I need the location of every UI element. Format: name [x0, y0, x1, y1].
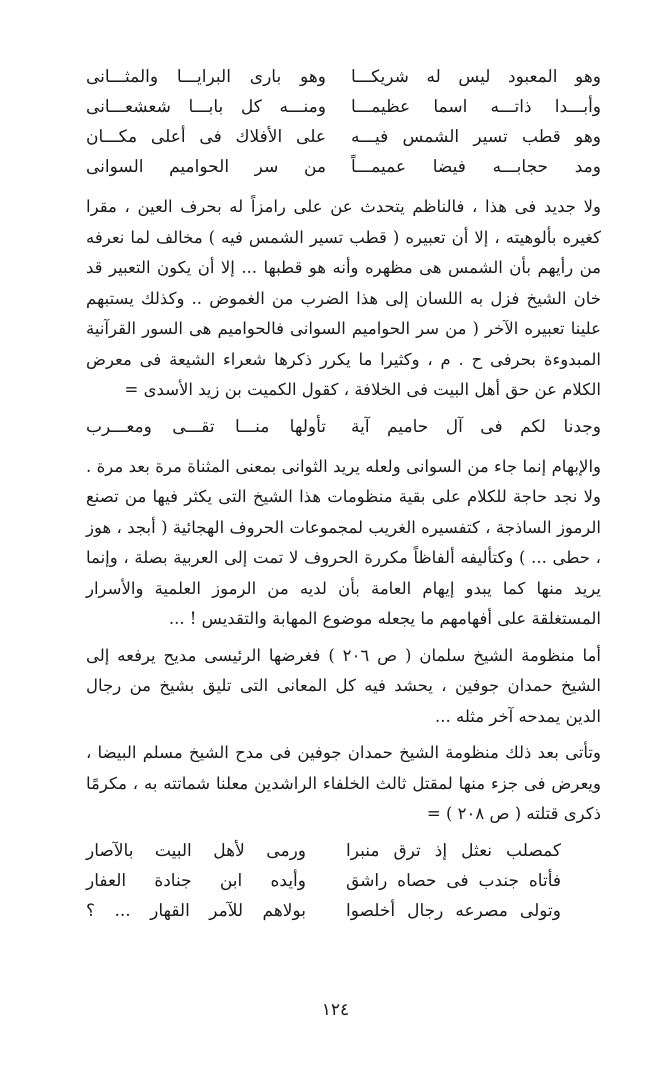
- closing-verses: [86, 836, 601, 926]
- verse-first-hemistich: كمصلب نعثل إذ ترق منبرا: [346, 840, 561, 861]
- verse-second-hemistich: على الأفلاك فى أعلى مكـــان: [86, 127, 326, 147]
- verse-first-hemistich: وجدنا لكم فى آل حاميم آية: [351, 416, 601, 437]
- verse-line: [86, 152, 601, 182]
- verse-second-hemistich: وهو بارى البرايـــا والمثـــانى: [86, 67, 326, 87]
- verse-second-hemistich: تأولها منـــا تقـــى ومعـــرب: [86, 416, 326, 437]
- verse-line: [86, 92, 601, 122]
- verse-line: [86, 62, 601, 92]
- verse-second-hemistich: بولاهم للآمر القهار ... ؟: [86, 900, 306, 921]
- verse-first-hemistich: وهو قطب تسير الشمس فيـــه: [351, 127, 601, 147]
- verse-line: [86, 896, 561, 926]
- verse-first-hemistich: وأبـــدا ذاتـــه اسما عظيمـــا: [351, 97, 601, 117]
- verse-second-hemistich: وأيده ابن جنادة العفار: [86, 870, 306, 891]
- kumayt-verse: [86, 412, 601, 442]
- verse-first-hemistich: ومد حجابـــه فيضا عميمـــاً: [351, 157, 601, 177]
- verse-first-hemistich: وتولى مصرعه رجال أخلصوا: [346, 900, 561, 921]
- opening-verses: [86, 62, 601, 182]
- body-paragraph: ولا جديد فى هذا ، فالناظم يتحدث عن على رامزاً له بحرف العين ، مقرا كغيره بألوهيته ، إلا أن تعبيره ( قطب تسير الشمس فيه ) مخالف لما نعرفه من رأيهم بأن الشمس هى مظهره وأنه هو قطبها ... إلا أن يكون التعبير قد خان الشيخ فزل به اللسان إلى هذا الضرب من الغموض .. وكذلك يستبهم علينا تعبيره الآخر ( من سر الحواميم السوانى فالحواميم هى السور القرآنية المبدوءة بحرفى ح . م ، وكثيرا ما يكرر ذكرها شعراء الشيعة فى معرض الكلام عن حق أهل البيت فى الخلافة ، كقول الكميت بن زيد الأسدى =: [86, 197, 601, 399]
- page-body: [86, 62, 601, 926]
- page-number: ١٢٤: [321, 1000, 350, 1020]
- verse-second-hemistich: ورمى لأهل البيت بالآصار: [86, 840, 306, 861]
- verse-line: [86, 836, 561, 866]
- verse-line: [86, 866, 561, 896]
- body-paragraph: أما منظومة الشيخ سلمان ( ص ٢٠٦ ) فغرضها الرئيسى مديح يرفعه إلى الشيخ حمدان جوفين ، يحشد فيه كل المعانى التى تليق بشيخ من رجال الدين يمدحه آخر مثله ...: [86, 645, 601, 726]
- body-paragraph: وتأتى بعد ذلك منظومة الشيخ حمدان جوفين فى مدح الشيخ مسلم البيضا ، ويعرض فى جزء منها لمقتل ثالث الخلفاء الراشدين معلنا شماتته به ، مكرمًا ذكرى قتلته ( ص ٢٠٨ ) =: [86, 743, 601, 823]
- verse-first-hemistich: وهو المعبود ليس له شريكـــا: [351, 67, 601, 87]
- verse-first-hemistich: فأتاه جندب فى حصاه راشق: [346, 870, 561, 891]
- body-paragraph: والإبهام إنما جاء من السوانى ولعله يريد الثوانى بمعنى المثناة مرة بعد مرة . ولا نجد حاجة للكلام على بقية منظومات هذا الشيخ التى يكثر فيها من تصنع الرموز الساذجة ، كتفسيره الغريب لمجموعات الحروف الهجائية ( أبجد ، هوز ، حطى ... ) وكتأليفه ألفاظاً مكررة الحروف لا تمت إلى العربية بصلة ، وإنما يريد منها كما يبدو إيهام العامة بأن لديه من الرموز العلمية والأسرار المستغلقة على أفهامهم ما يجعله موضوع المهابة والتقديس ! ...: [86, 456, 601, 628]
- verse-line: [86, 122, 601, 152]
- verse-second-hemistich: من سر الحواميم السوانى: [86, 157, 326, 177]
- verse-second-hemistich: ومنـــه كل بابـــا شعشعـــانى: [86, 97, 326, 117]
